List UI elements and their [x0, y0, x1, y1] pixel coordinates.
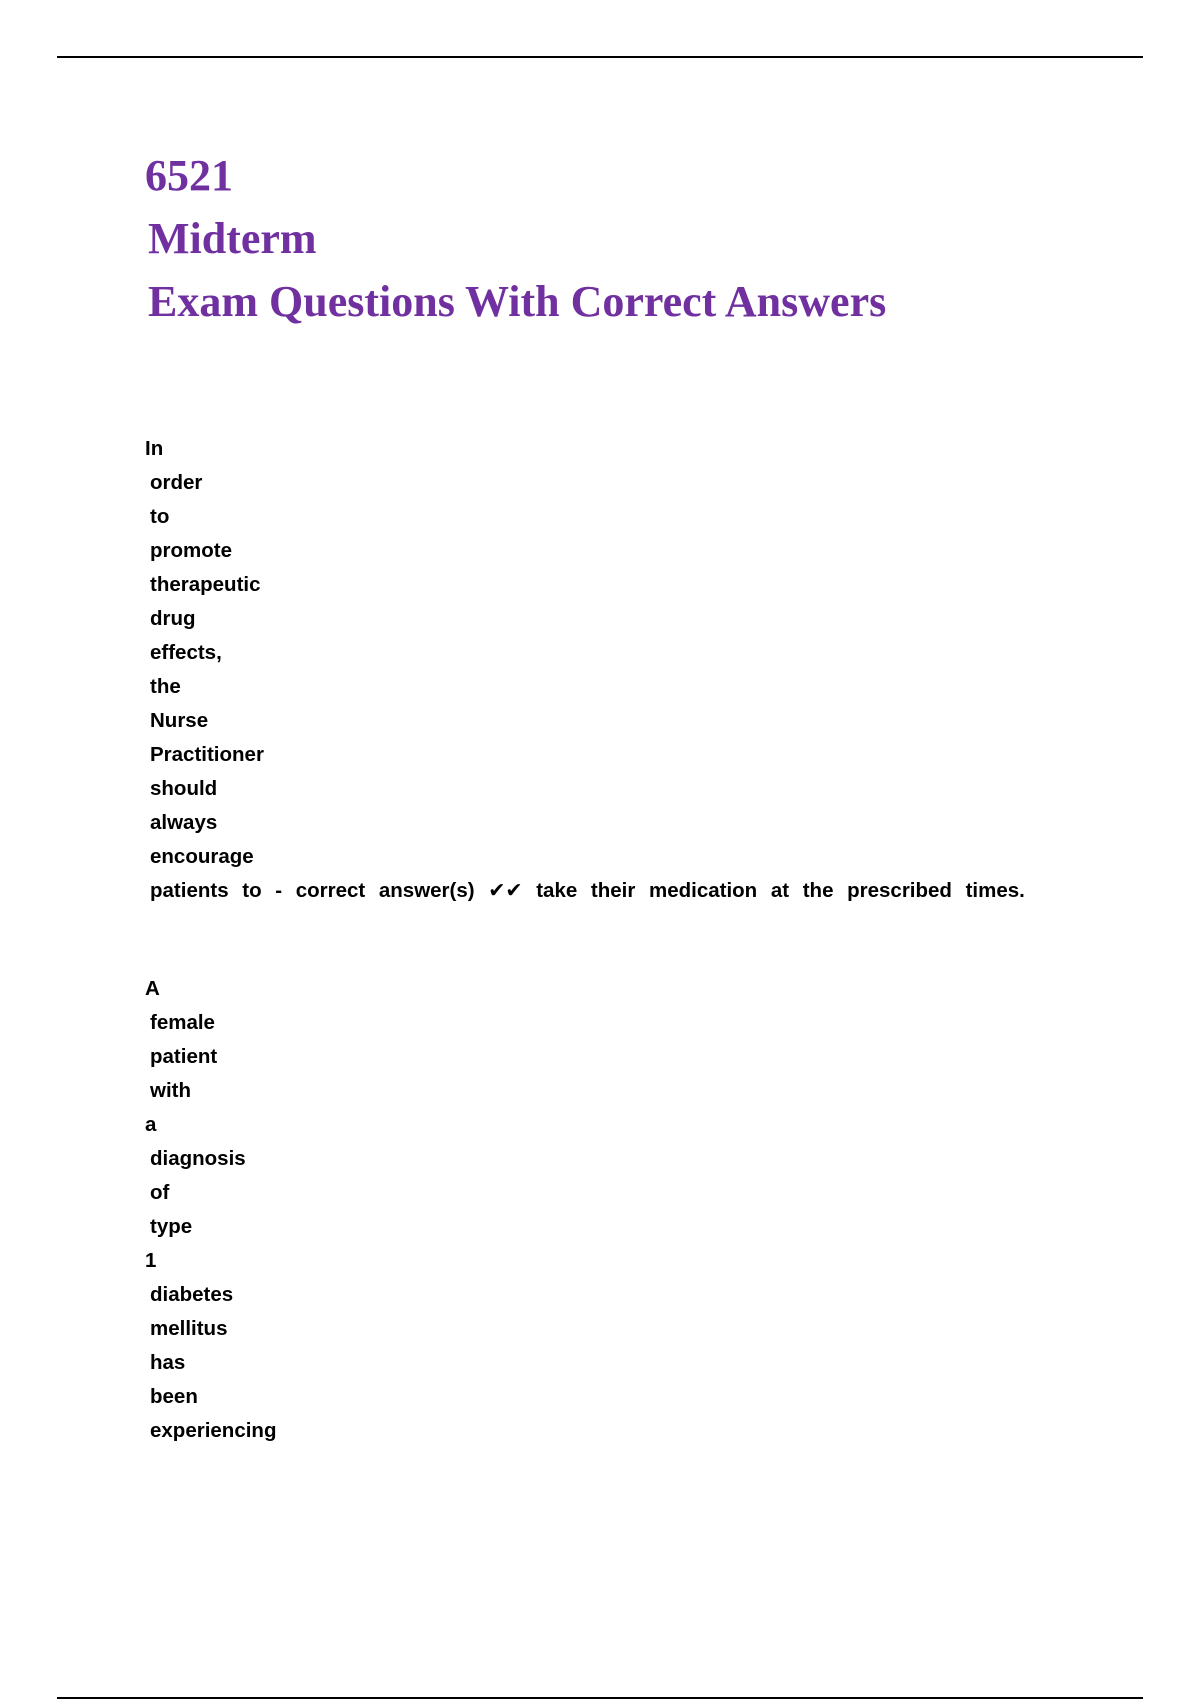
- question-word: Practitioner: [150, 743, 264, 766]
- question-2: [145, 972, 1065, 1448]
- question-word: patient: [150, 1045, 218, 1068]
- question-word: female: [150, 1011, 215, 1034]
- question-word: 1: [145, 1249, 157, 1272]
- question-word: always: [150, 811, 218, 834]
- answer-word: take: [536, 879, 578, 902]
- question-1: [145, 432, 1065, 908]
- question-word: Nurse: [150, 709, 209, 732]
- question-word: A: [145, 977, 160, 1000]
- question-word: the: [150, 675, 181, 698]
- title-line-subtitle: Exam Questions With Correct Answers: [148, 277, 887, 326]
- check-marks-icon: ✔✔: [488, 879, 523, 902]
- document-title: [145, 144, 1105, 333]
- question-word: has: [150, 1351, 186, 1374]
- question-word: to: [150, 505, 170, 528]
- answer-word: their: [590, 879, 636, 902]
- answer-word: prescribed: [847, 879, 952, 902]
- answer-line: [145, 874, 1025, 908]
- question-word: a: [145, 1113, 157, 1136]
- answer-word: to: [242, 879, 262, 902]
- answer-word: medication: [648, 879, 758, 902]
- answer-word: correct: [295, 879, 366, 902]
- question-word: experiencing: [150, 1419, 277, 1442]
- question-word: order: [150, 471, 203, 494]
- question-word: drug: [150, 607, 196, 630]
- question-word: been: [150, 1385, 198, 1408]
- title-line-course: 6521: [145, 151, 233, 200]
- top-rule: [57, 56, 1143, 58]
- answer-word: patients: [150, 879, 229, 902]
- question-word: promote: [150, 539, 232, 562]
- question-word: type: [150, 1215, 193, 1238]
- question-word: should: [150, 777, 218, 800]
- answer-word: the: [802, 879, 834, 902]
- answer-word: at: [770, 879, 790, 902]
- answer-word: answer(s): [378, 879, 475, 902]
- question-word: with: [150, 1079, 191, 1102]
- question-word: therapeutic: [150, 573, 261, 596]
- question-word: encourage: [150, 845, 254, 868]
- answer-word: times.: [965, 879, 1025, 902]
- question-word: diagnosis: [150, 1147, 246, 1170]
- title-line-midterm: Midterm: [148, 214, 317, 263]
- question-word: mellitus: [150, 1317, 228, 1340]
- bottom-rule: [57, 1697, 1143, 1699]
- question-word: of: [150, 1181, 170, 1204]
- answer-word: -: [275, 879, 283, 902]
- question-word: In: [145, 437, 164, 460]
- question-word: effects,: [150, 641, 222, 664]
- question-word: diabetes: [150, 1283, 234, 1306]
